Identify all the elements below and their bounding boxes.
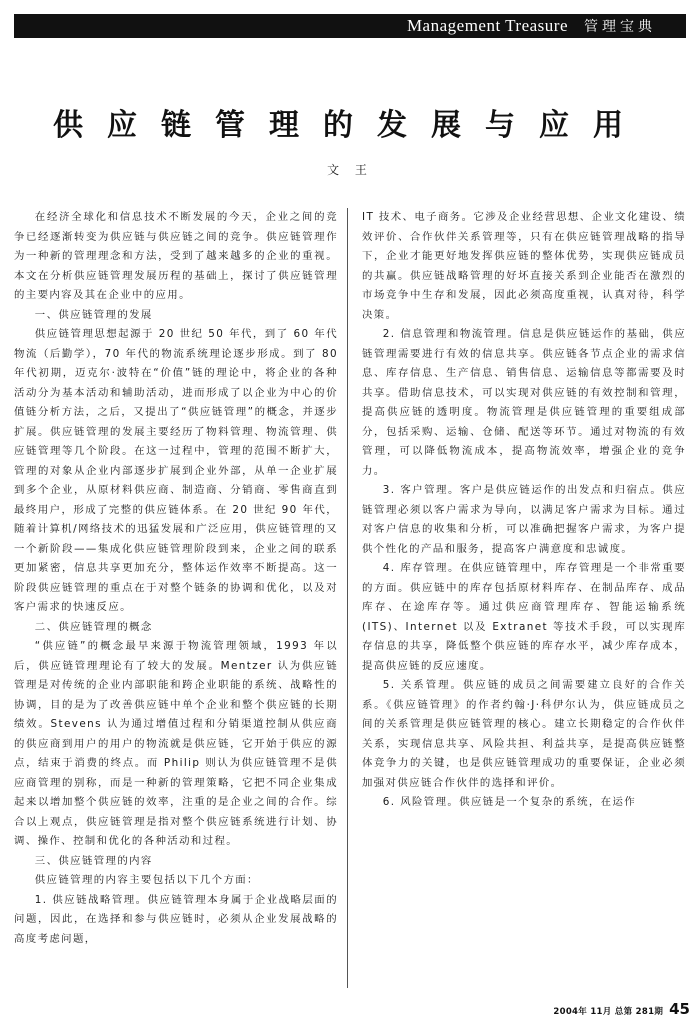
paragraph: IT 技术、电子商务。它涉及企业经营思想、企业文化建设、绩效评价、合作伙伴关系管理等，只有在供应链管理战略的指导下，企业才能更好地发挥供应链的整体优势，实现供应链成员的共赢。供应链战略管理的好坏直接关系到企业能否在激烈的市场竞争中生存和发展，因此必须高度重视，认真对待，科学决策。	[362, 211, 686, 321]
left-column	[14, 208, 338, 949]
paragraph: 6. 风险管理。供应链是一个复杂的系统，在运作	[382, 796, 637, 808]
paragraph: 5. 关系管理。供应链的成员之间需要建立良好的合作关系。《供应链管理》的作者约翰·J·科伊尔认为，供应链成员之间的关系管理是供应链管理的核心。建立长期稳定的合作伙伴关系，实现信息共享、风险共担、利益共享，是提高供应链整体竞争力的关键，也是供应链管理成功的重要保证，企业必须加强对供应链合作伙伴的选择和评价。	[362, 679, 686, 789]
article-title: 供应链管理的发展与应用	[53, 108, 647, 143]
section-heading: 二、供应链管理的概念	[34, 620, 153, 633]
header-title-cn: 管理宝典	[584, 19, 656, 35]
paragraph: 1. 供应链战略管理。供应链管理本身属于企业战略层面的问题，因此，在选择和参与供应链时，必须从企业发展战略的高度考虑问题，	[14, 893, 338, 945]
header-bar	[14, 14, 686, 38]
paragraph: 3. 客户管理。客户是供应链运作的出发点和归宿点。供应链管理必须以客户需求为导向，以满足客户需求为目标。通过对客户信息的收集和分析，可以准确把握客户需求，为客户提供个性化的产品和服务，提高客户满意度和忠诚度。	[362, 484, 686, 555]
article-author: 文 王	[327, 163, 373, 177]
column-divider	[347, 208, 348, 988]
header-title-en: Management Treasure	[406, 16, 568, 35]
page-number: 45	[669, 1000, 690, 1018]
paragraph: 4. 库存管理。在供应链管理中，库存管理是一个非常重要的方面。供应链中的库存包括原材料库存、在制品库存、成品库存、在途库存等。通过供应商管理库存、智能运输系统 (ITS)、Internet 以及 Extranet 等技术手段，可以实现库存信息的共享，降低整个供应链的库存水平，减少库存成本，提高供应链的反应速度。	[362, 562, 686, 672]
page-footer	[540, 1000, 690, 1020]
paragraph: 供应链管理的内容主要包括以下几个方面：	[34, 874, 259, 886]
issue-info: 2004年 11月 总第 281期	[553, 1007, 664, 1017]
section-heading: 一、供应链管理的发展	[34, 308, 153, 321]
paragraph: 2. 信息管理和物流管理。信息是供应链运作的基础，供应链管理需要进行有效的信息共享。供应链各节点企业的需求信息、库存信息、生产信息、销售信息、运输信息等都需要及时共享。借助信息技术，可以实现对供应链的有效控制和管理，提高供应链的透明度。物流管理是供应链管理的重要组成部分，包括采购、运输、仓储、配送等环节。通过对物流的有效管理，可以降低物流成本，提高物流效率，增强企业的竞争力。	[362, 328, 686, 477]
paragraph: “供应链”的概念最早来源于物流管理领域，1993 年以后，供应链管理理论有了较大的发展。Mentzer 认为供应链管理是对传统的企业内部职能和跨企业职能的系统、战略性的协调，目的是为了改善供应链中单个企业和整个供应链的长期绩效。Stevens 认为通过增值过程和分销渠道控制从供应商的供应商到用户的用户的物流就是供应链，它开始于供应的源点，结束于消费的终点。而 Philip 则认为供应链管理不是供应商管理的别称，而是一种新的管理策略，它把不同企业集成起来以增加整个供应链的效率，注重的是企业之间的合作。综合以上观点，供应链管理是指对整个供应链系统进行计划、协调、操作、控制和优化的各种活动和过程。	[14, 640, 338, 847]
paragraph: 供应链管理思想起源于 20 世纪 50 年代，到了 60 年代物流（后勤学），70 年代的物流系统理论逐步形成。到了 80 年代初期，迈克尔·波特在“价值”链的理论中，将企业的各种活动分为基本活动和辅助活动，进而形成了以企业为中心的价值链分析方法，之后，又提出了“供应链管理”的概念，并逐步扩展。供应链管理的发展主要经历了物料管理、物流管理、供应链管理等几个阶段。在这一过程中，管理的范围不断扩大，管理的对象从企业内部逐步扩展到企业外部，从单一企业扩展到多个企业，从原材料供应商、制造商、分销商、零售商直到最终用户，形成了完整的供应链体系。在 20 世纪 90 年代，随着计算机/网络技术的迅猛发展和广泛应用，供应链管理的又一个新阶段——集成化供应链管理阶段到来，企业之间的联系更加紧密，信息共享更加充分，整体运作效率不断提高。这一阶段供应链管理的重点在于对整个链条的协调和优化，以及对客户需求的快速反应。	[14, 328, 338, 613]
right-column	[362, 208, 686, 813]
paragraph: 在经济全球化和信息技术不断发展的今天，企业之间的竞争已经逐渐转变为供应链与供应链之间的竞争。供应链管理作为一种新的管理理念和方法，受到了越来越多的企业的重视。本文在分析供应链管理发展历程的基础上，探讨了供应链管理的主要内容及其在企业中的应用。	[14, 211, 338, 301]
section-heading: 三、供应链管理的内容	[34, 854, 153, 867]
